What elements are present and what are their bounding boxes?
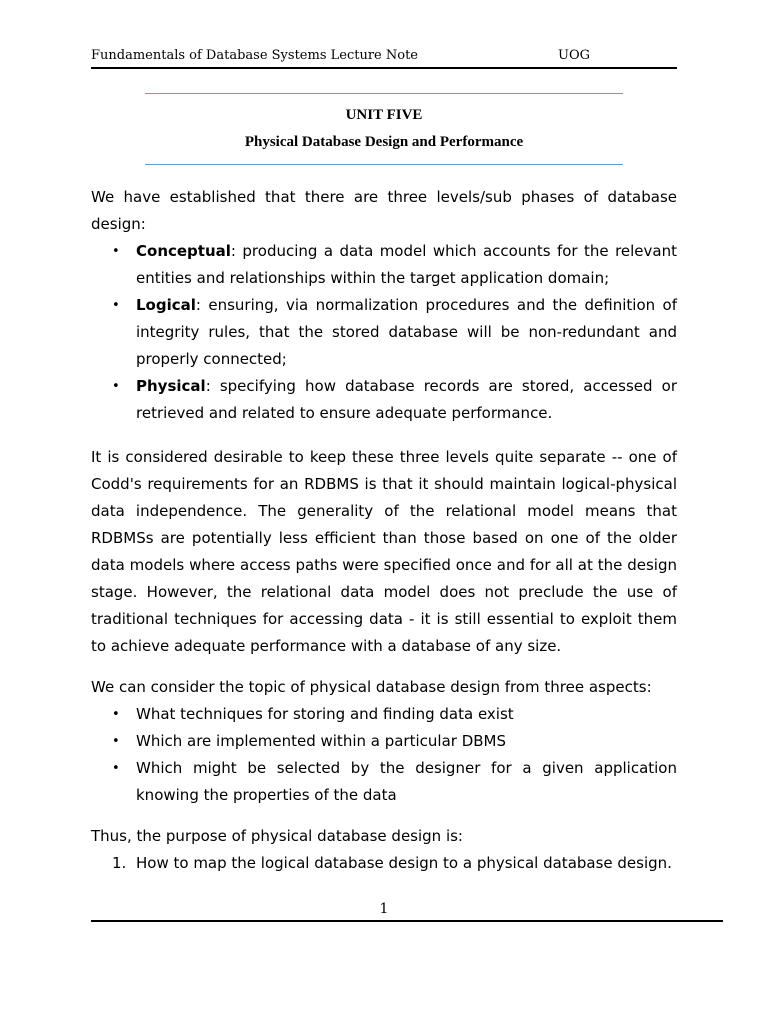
document-body	[91, 184, 677, 877]
aspect-text: What techniques for storing and finding data exist	[136, 705, 514, 723]
purpose-intro-paragraph: Thus, the purpose of physical database design is:	[91, 827, 463, 845]
bullet-icon: •	[112, 244, 120, 259]
unit-title: UNIT FIVE	[345, 107, 423, 123]
title-rule-top	[145, 93, 623, 94]
bullet-icon: •	[112, 734, 120, 749]
list-item	[91, 373, 677, 427]
title-rule-bottom	[145, 164, 623, 165]
level-term: Logical	[136, 296, 196, 314]
page-number: 1	[379, 901, 389, 917]
list-item	[91, 238, 677, 292]
header-course-title: Fundamentals of Database Systems Lecture Note	[91, 48, 418, 63]
list-item	[91, 850, 677, 877]
level-description: : producing a data model which accounts for the relevant entities and relationships within the target application domain;	[136, 242, 677, 287]
unit-subtitle: Physical Database Design and Performance	[244, 134, 524, 150]
footer-rule	[91, 920, 723, 922]
purpose-text: How to map the logical database design to a physical database design.	[136, 854, 672, 872]
list-item	[91, 728, 677, 755]
bullet-icon: •	[112, 379, 120, 394]
bullet-icon: •	[112, 298, 120, 313]
list-number: 1.	[112, 854, 127, 872]
page-header	[91, 47, 677, 69]
independence-paragraph: It is considered desirable to keep these three levels quite separate -- one of Codd's requirements for an RDBMS is that it should maintain logical-physical data independence. The generality of the relational model means that RDBMSs are potentially less efficient than those based on one of the older data models where access paths were specified once and for all at the design stage. However, the relational data model does not preclude the use of traditional techniques for accessing data - it is still essential to exploit them to achieve adequate performance with a database of any size.	[91, 448, 677, 655]
aspects-intro-paragraph: We can consider the topic of physical database design from three aspects:	[91, 678, 652, 696]
aspect-text: Which are implemented within a particular DBMS	[136, 732, 507, 750]
aspect-text: Which might be selected by the designer for a given application knowing the properties of the data	[136, 759, 677, 804]
aspects-list	[91, 701, 677, 809]
list-item	[91, 755, 677, 809]
intro-paragraph: We have established that there are three levels/sub phases of database design:	[91, 188, 677, 233]
bullet-icon: •	[112, 761, 120, 776]
list-item	[91, 701, 677, 728]
design-levels-list	[91, 238, 677, 427]
bullet-icon: •	[112, 707, 120, 722]
level-term: Physical	[136, 377, 206, 395]
header-institution: UOG	[558, 48, 590, 63]
list-item	[91, 292, 677, 373]
level-term: Conceptual	[136, 242, 231, 260]
level-description: : ensuring, via normalization procedures and the definition of integrity rules, that the stored database will be non-redundant and properly connected;	[136, 296, 677, 368]
purpose-list	[91, 850, 677, 877]
level-description: : specifying how database records are stored, accessed or retrieved and related to ensure adequate performance.	[136, 377, 677, 422]
